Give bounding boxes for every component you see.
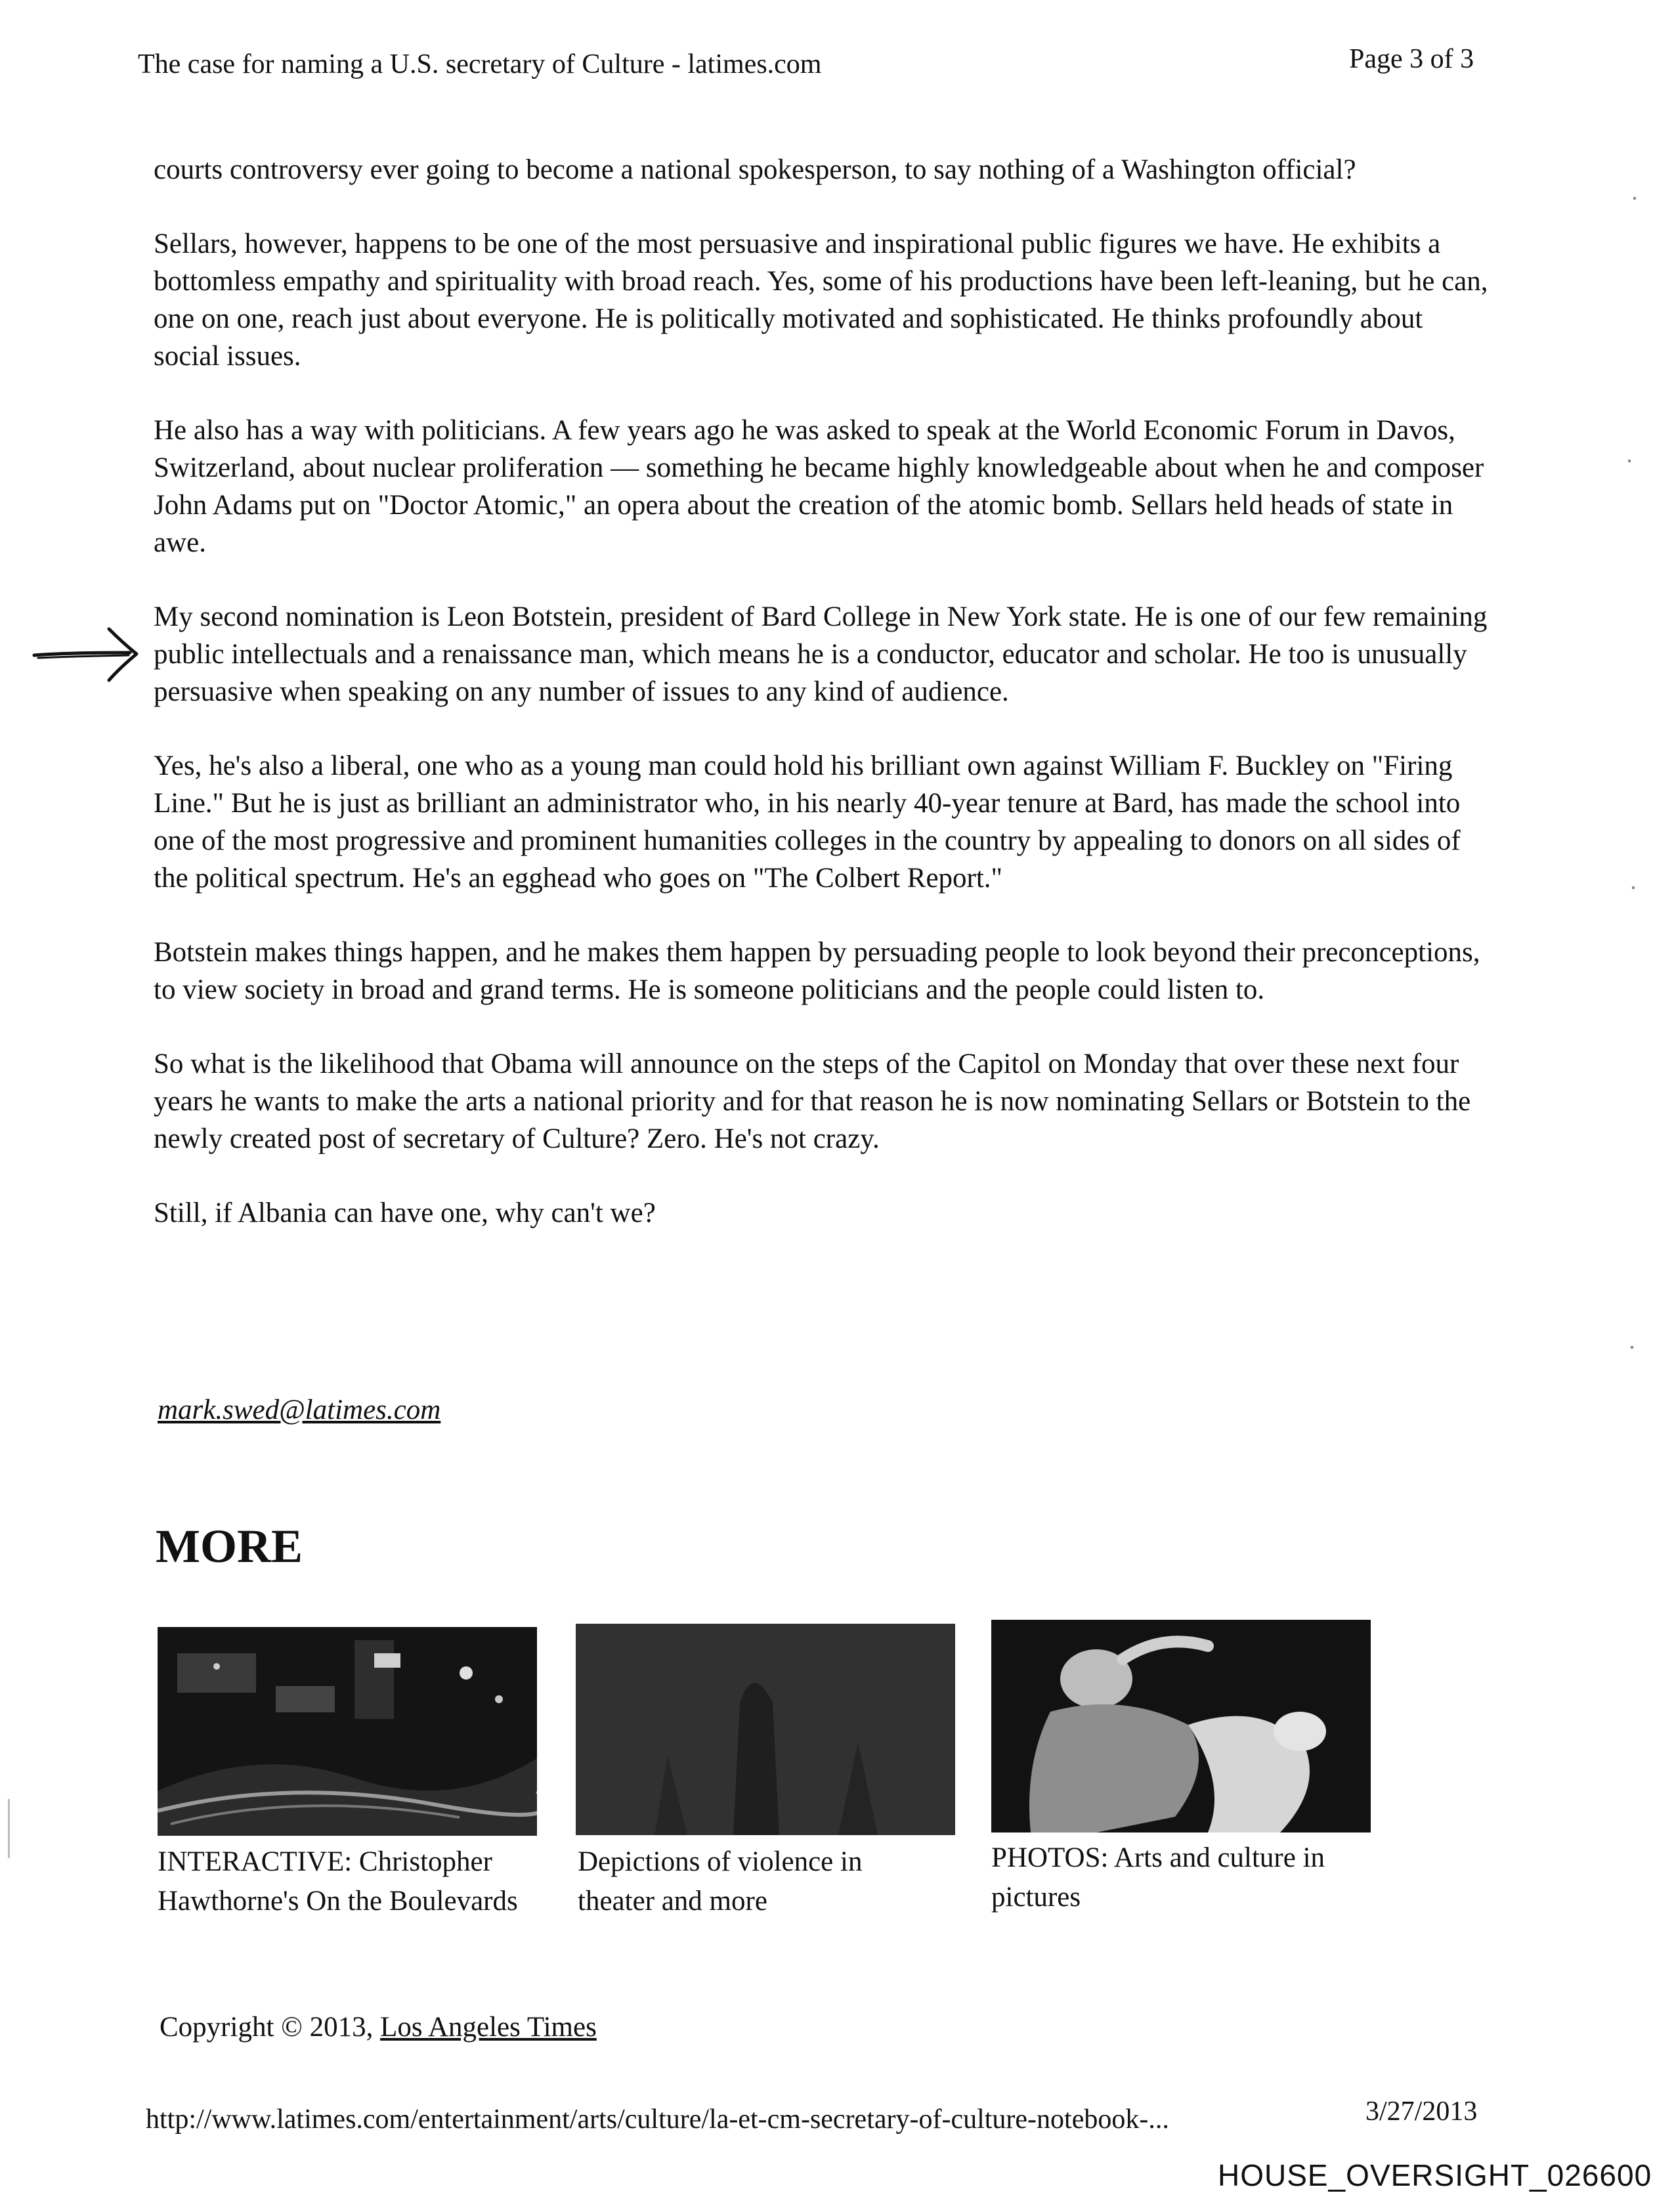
article-paragraph: He also has a way with politicians. A few years ago he was asked to speak at the World Economic Forum in Davos, Switzerland, about nuclear proliferation — something he became highly knowledgeable about when he and composer John Adams put on "Doctor Atomic," an opera about the creation of the atomic bomb. Sellars held heads of state in awe. <box>154 415 1484 558</box>
more-thumbnail-arts-photos[interactable] <box>991 1620 1371 1832</box>
more-caption[interactable]: PHOTOS: Arts and culture in pictures <box>991 1842 1325 1913</box>
page-number: Page 3 of 3 <box>1349 44 1474 74</box>
article-body <box>154 151 1493 1269</box>
more-thumbnail-boulevards[interactable] <box>158 1627 537 1836</box>
scan-speck <box>1632 886 1635 889</box>
scan-speck <box>1633 197 1636 200</box>
more-caption[interactable]: Depictions of violence in theater and more <box>578 1846 863 1917</box>
author-email-link[interactable]: mark.swed@latimes.com <box>158 1395 441 1425</box>
article-paragraph: Yes, he's also a liberal, one who as a young man could hold his brilliant own against William F. Buckley on "Firing Line." But he is just as brilliant an administrator who, in his nearly 40-year tenure at Bard, has made the school into one of the most progressive and prominent humanities colleges in the country by appealing to donors on all sides of the political spectrum. He's an egghead who goes on "The Colbert Report." <box>154 750 1461 894</box>
article-paragraph: Still, if Albania can have one, why can't we? <box>154 1198 656 1228</box>
scan-speck <box>1628 460 1631 462</box>
more-thumbnail-violence[interactable] <box>576 1624 955 1835</box>
scan-edge-mark <box>8 1799 10 1858</box>
dark-stage-image <box>576 1624 955 1835</box>
copyright-line <box>160 2009 597 2046</box>
article-paragraph: My second nomination is Leon Botstein, president of Bard College in New York state. He is one of our few remaining public intellectuals and a renaissance man, which means he is a conductor, educator and scholar. He too is unusually persuasive when speaking on any number of issues to any kind of audience. <box>154 601 1488 707</box>
dancers-image <box>991 1620 1371 1832</box>
footer-date: 3/27/2013 <box>1365 2096 1478 2127</box>
page-header-title: The case for naming a U.S. secretary of Culture - latimes.com <box>138 49 822 79</box>
los-angeles-times-link[interactable]: Los Angeles Times <box>380 2012 597 2043</box>
article-paragraph: courts controversy ever going to become a national spokesperson, to say nothing of a Washington official? <box>154 154 1356 185</box>
more-caption[interactable]: INTERACTIVE: Christopher Hawthorne's On the Boulevards <box>158 1846 518 1917</box>
night-street-image <box>158 1627 537 1836</box>
footer-url: http://www.latimes.com/entertainment/arts/culture/la-et-cm-secretary-of-culture-notebook-... <box>146 2104 1169 2135</box>
article-paragraph: Sellars, however, happens to be one of the most persuasive and inspirational public figures we have. He exhibits a bottomless empathy and spirituality with broad reach. Yes, some of his productions have been left-leaning, but he can, one on one, reach just about everyone. He is politically motivated and sophisticated. He thinks profoundly about social issues. <box>154 228 1488 372</box>
bates-number: HOUSE_OVERSIGHT_026600 <box>1218 2158 1652 2192</box>
article-paragraph: Botstein makes things happen, and he makes them happen by persuading people to look beyond their preconceptions, to view society in broad and grand terms. He is someone politicians and the people could listen to. <box>154 937 1480 1005</box>
scan-speck <box>1631 1346 1633 1349</box>
handwritten-arrow-icon <box>32 624 143 683</box>
more-heading: MORE <box>156 1520 303 1572</box>
copyright-prefix: Copyright © 2013, <box>160 2012 381 2043</box>
article-paragraph: So what is the likelihood that Obama will announce on the steps of the Capitol on Monday that over these next four years he wants to make the arts a national priority and for that reason he is now nominating Sellars or Botstein to the newly created post of secretary of Culture? Zero. He's not crazy. <box>154 1049 1471 1154</box>
